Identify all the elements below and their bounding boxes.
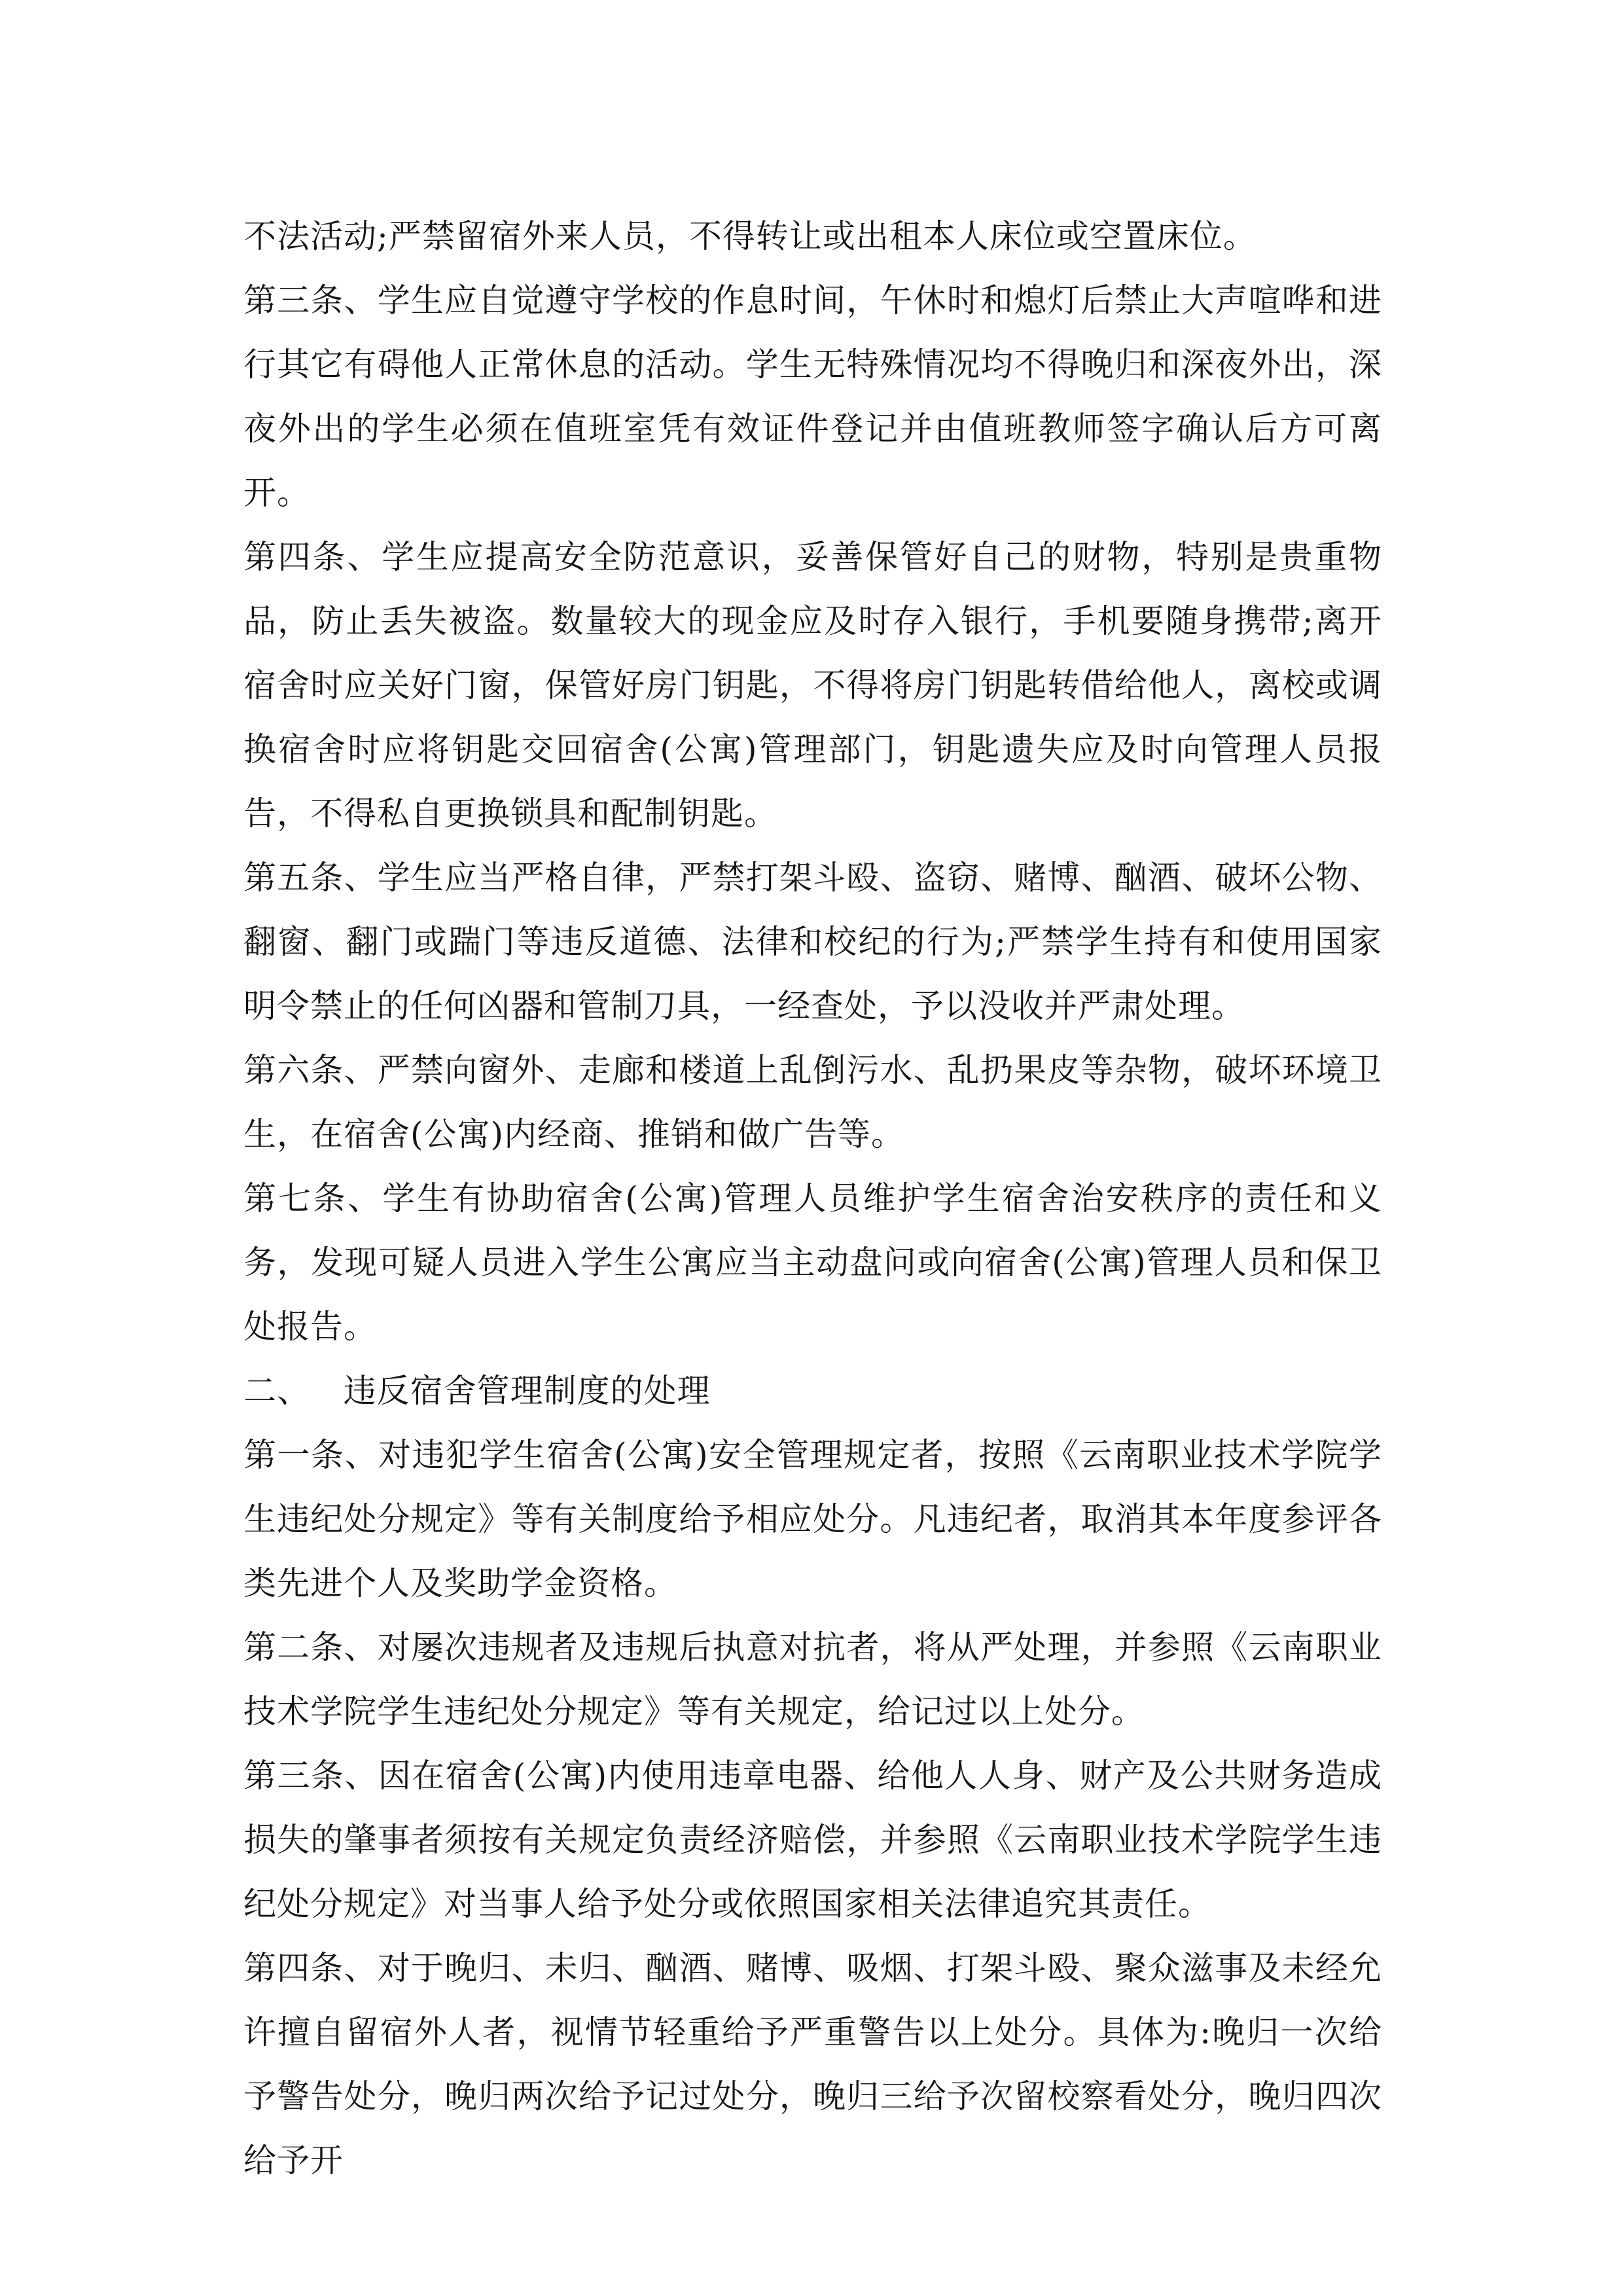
article-5-self-discipline: 第五条、学生应当严格自律，严禁打架斗殴、盗窃、赌博、酗酒、破坏公物、翻窗、翻门或踹门等违反道德、法律和校纪的行为;严禁学生持有和使用国家明令禁止的任何凶器和管制刀具，一经查处，予以没收并严肃处理。 xyxy=(243,859,1382,1025)
section-heading-violations: 二、 违反宿舍管理制度的处理 xyxy=(243,1372,711,1410)
article-3-rest-hours: 第三条、学生应自觉遵守学校的作息时间，午休时和熄灯后禁止大声喧哗和进行其它有碍他人正常休息的活动。学生无特殊情况均不得晚归和深夜外出，深夜外出的学生必须在值班室凭有效证件登记并由值班教师签字确认后方可离开。 xyxy=(243,281,1382,512)
article-6-hygiene: 第六条、严禁向窗外、走廊和楼道上乱倒污水、乱扔果皮等杂物，破坏环境卫生，在宿舍(公寓)内经商、推销和做广告等。 xyxy=(243,1051,1382,1153)
violation-article-4: 第四条、对于晚归、未归、酗酒、赌博、吸烟、打架斗殴、聚众滋事及未经允许擅自留宿外人者，视情节轻重给予严重警告以上处分。具体为:晚归一次给予警告处分，晚归两次给予记过处分，晚归三给予次留校察看处分，晚归四次给予开 xyxy=(243,1949,1382,2179)
violation-article-1: 第一条、对违犯学生宿舍(公寓)安全管理规定者，按照《云南职业技术学院学生违纪处分规定》等有关制度给予相应处分。凡违纪者，取消其本年度参评各类先进个人及奖助学金资格。 xyxy=(243,1436,1382,1602)
article-7-security-duty: 第七条、学生有协助宿舍(公寓)管理人员维护学生宿舍治安秩序的责任和义务，发现可疑人员进入学生公寓应当主动盘问或向宿舍(公寓)管理人员和保卫处报告。 xyxy=(243,1179,1382,1346)
violation-article-2: 第二条、对屡次违规者及违规后执意对抗者，将从严处理，并参照《云南职业技术学院学生违纪处分规定》等有关规定，给记过以上处分。 xyxy=(243,1628,1382,1731)
article-4-property-safety: 第四条、学生应提高安全防范意识，妥善保管好自己的财物，特别是贵重物品，防止丢失被盗。数量较大的现金应及时存入银行，手机要随身携带;离开宿舍时应关好门窗，保管好房门钥匙，不得将房门钥匙转借给他人，离校或调换宿舍时应将钥匙交回宿舍(公寓)管理部门，钥匙遗失应及时向管理人员报告，不得私自更换锁具和配制钥匙。 xyxy=(243,538,1382,833)
violation-article-3: 第三条、因在宿舍(公寓)内使用违章电器、给他人人身、财产及公共财务造成损失的肇事者须按有关规定负责经济赔偿，并参照《云南职业技术学院学生违纪处分规定》对当事人给予处分或依照国家相关法律追究其责任。 xyxy=(243,1757,1382,1923)
document-body xyxy=(243,204,1382,2193)
paragraph-continuation: 不法活动;严禁留宿外来人员，不得转让或出租本人床位或空置床位。 xyxy=(243,217,1257,255)
